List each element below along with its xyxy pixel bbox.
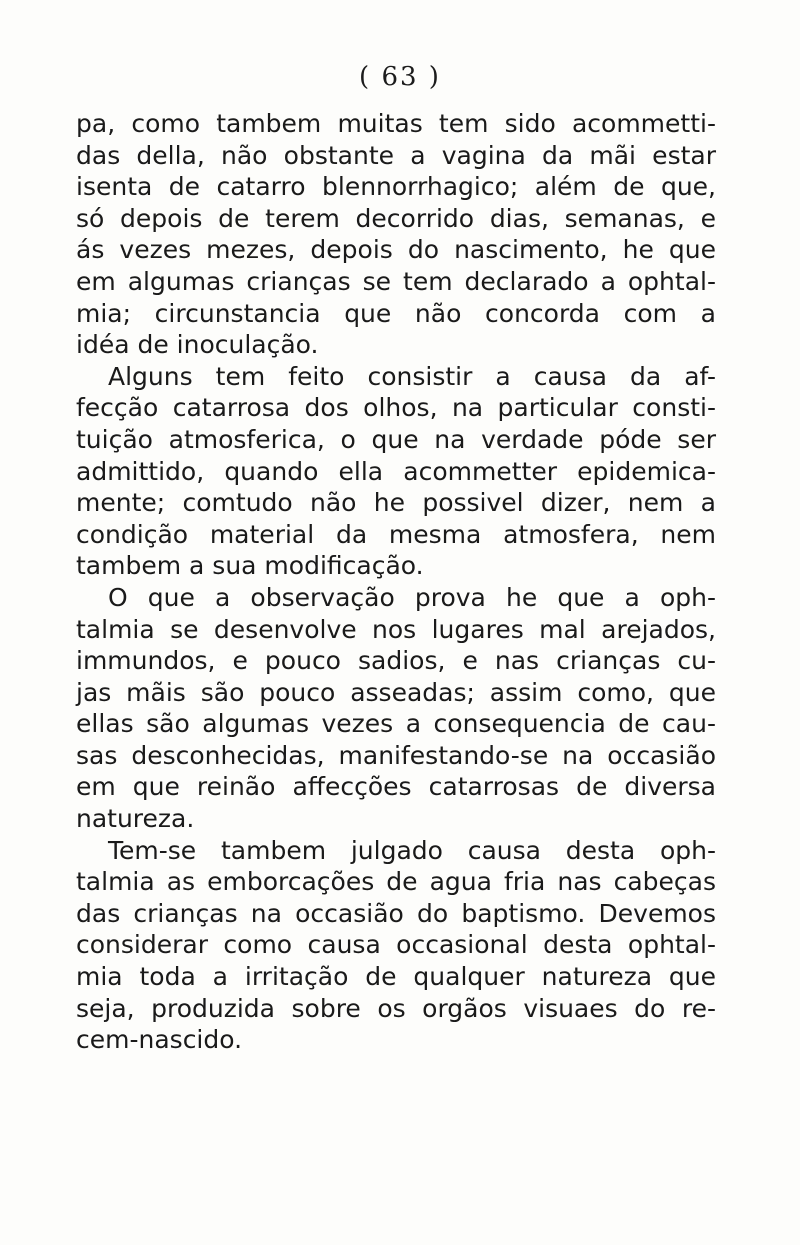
text-line: talmia as emborcações de agua fria nas cabeças — [76, 867, 716, 897]
text-line: seja, produzida sobre os orgãos visuaes do re- — [76, 993, 716, 1023]
text-line: idéa de inoculação. — [76, 330, 319, 360]
text-line: condição material da mesma atmosfera, nem — [76, 519, 716, 549]
text-line: Tem-se tambem julgado causa desta oph- — [108, 835, 716, 865]
text-line: mia toda a irritação de qualquer natureza que — [76, 962, 716, 992]
text-line: talmia se desenvolve nos lugares mal arejados, — [76, 614, 716, 644]
text-line: só depois de terem decorrido dias, semanas, e — [76, 203, 716, 233]
text-line: das crianças na occasião do baptismo. Devemos — [76, 898, 716, 928]
text-line: O que a observação prova he que a oph- — [108, 582, 716, 612]
text-line: tambem a sua modificação. — [76, 551, 424, 581]
text-line: isenta de catarro blennorrhagico; além de que, — [76, 172, 716, 202]
text-line: mente; comtudo não he possivel dizer, nem a — [76, 488, 716, 518]
paragraph — [76, 582, 716, 835]
paragraph — [76, 361, 716, 582]
text-line: sas desconhecidas, manifestando-se na occasião — [76, 740, 716, 770]
paragraph — [76, 835, 716, 1056]
text-line: jas mãis são pouco asseadas; assim como, que — [76, 677, 716, 707]
text-line: immundos, e pouco sadios, e nas crianças cu- — [76, 646, 716, 676]
text-line: das della, não obstante a vagina da mãi estar — [76, 140, 716, 170]
text-line: mia; circunstancia que não concorda com a — [76, 298, 716, 328]
text-line: em que reinão affecções catarrosas de diversa — [76, 772, 716, 802]
text-line: ás vezes mezes, depois do nascimento, he que — [76, 235, 716, 265]
body-text — [76, 108, 716, 1056]
text-line: em algumas crianças se tem declarado a ophtal- — [76, 266, 716, 296]
text-line: ellas são algumas vezes a consequencia de cau- — [76, 709, 716, 739]
text-line: pa, como tambem muitas tem sido acommetti- — [76, 109, 716, 138]
text-line: considerar como causa occasional desta ophtal- — [76, 930, 716, 960]
text-line: Alguns tem feito consistir a causa da af- — [108, 361, 716, 391]
text-line: fecção catarrosa dos olhos, na particular consti- — [76, 393, 716, 423]
paragraph — [76, 108, 716, 361]
text-line: natureza. — [76, 804, 195, 834]
text-line: cem-nascido. — [76, 1025, 243, 1055]
text-line: tuição atmosferica, o que na verdade póde ser — [76, 424, 716, 454]
page-number: ( 63 ) — [359, 62, 441, 92]
text-line: admittido, quando ella acommetter epidemica- — [76, 456, 716, 486]
